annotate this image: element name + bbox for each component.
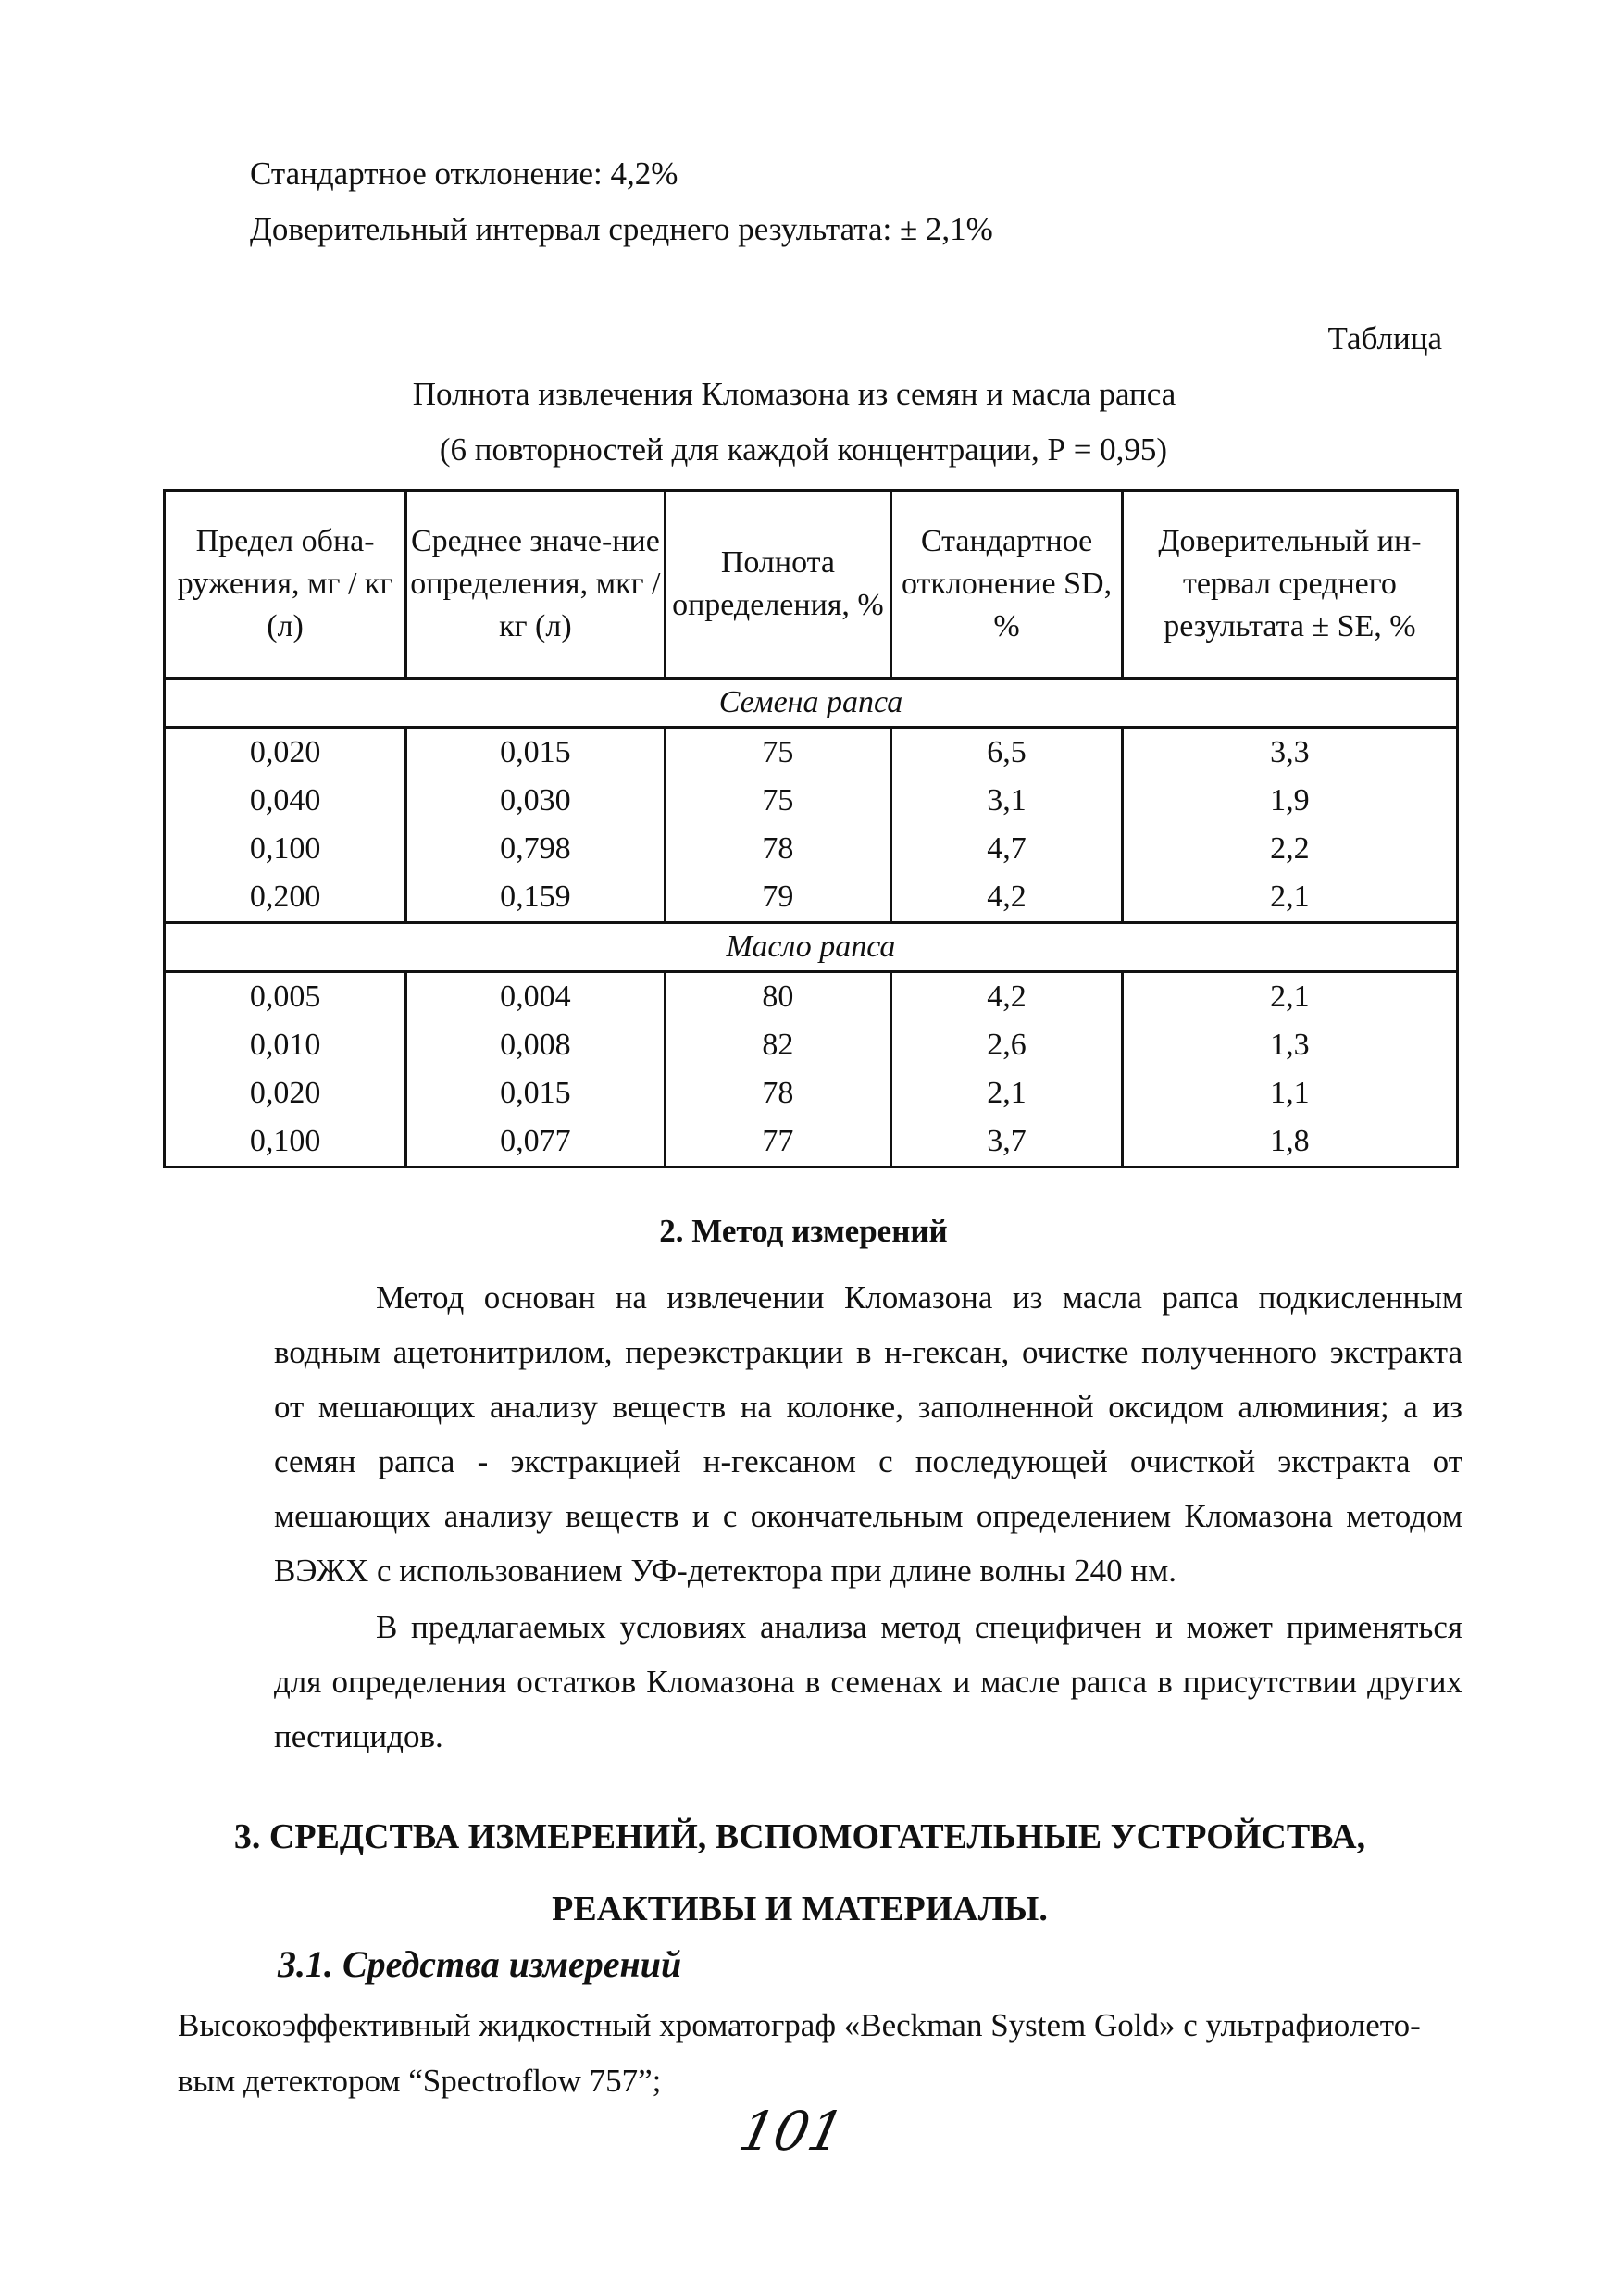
table-row xyxy=(165,825,1458,873)
table-cell: 0,015 xyxy=(406,728,665,778)
table-cell: 4,2 xyxy=(891,972,1123,1022)
paragraph-text: В предлагаемых условиях анализа метод специфичен и может применяться для определения остатков Кломазона в семенах и масле рапса в присутствии других пестицидов. xyxy=(274,1609,1462,1754)
table-cell: 4,2 xyxy=(891,873,1123,923)
section2-paragraph-1 xyxy=(274,1270,1462,1598)
table-cell: 0,100 xyxy=(165,825,406,873)
table-cell: 75 xyxy=(665,777,891,825)
table-cell: 77 xyxy=(665,1117,891,1167)
section2-paragraph-2 xyxy=(274,1600,1462,1764)
table-cell: 2,1 xyxy=(891,1069,1123,1117)
table-cell: 1,1 xyxy=(1122,1069,1457,1117)
table-cell: 1,3 xyxy=(1122,1021,1457,1069)
table-cell: 0,010 xyxy=(165,1021,406,1069)
section-seeds-label: Семена рапса xyxy=(165,679,1458,728)
table-label: Таблица xyxy=(1327,320,1442,356)
table-cell: 0,020 xyxy=(165,728,406,778)
header-recovery: Полнота определения, % xyxy=(665,491,891,679)
table-cell: 1,8 xyxy=(1122,1117,1457,1167)
table-cell: 0,040 xyxy=(165,777,406,825)
header-std-dev: Стандартное отклонение SD, % xyxy=(891,491,1123,679)
table-row xyxy=(165,1021,1458,1069)
conf-interval-line: Доверительный интервал среднего результата: ± 2,1% xyxy=(250,211,993,247)
section2-heading: 2. Метод измерений xyxy=(659,1213,948,1249)
table-cell: 2,6 xyxy=(891,1021,1123,1069)
table-cell: 0,159 xyxy=(406,873,665,923)
table-cell: 2,1 xyxy=(1122,873,1457,923)
table-row xyxy=(165,1069,1458,1117)
table-header-row xyxy=(165,491,1458,679)
results-table xyxy=(163,489,1459,1168)
table-cell: 0,004 xyxy=(406,972,665,1022)
table-row xyxy=(165,777,1458,825)
table-title: Полнота извлечения Кломазона из семян и масла рапса xyxy=(412,376,1176,412)
table-row xyxy=(165,1117,1458,1167)
table-row xyxy=(165,728,1458,778)
table-cell: 79 xyxy=(665,873,891,923)
table-subtitle: (6 повторностей для каждой концентрации, Р = 0,95) xyxy=(439,431,1168,468)
table-cell: 0,005 xyxy=(165,972,406,1022)
section3-text-line1: Высокоэффективный жидкостный хроматограф «Beckman System Gold» с ультрафиолето- xyxy=(178,2007,1421,2043)
table-cell: 78 xyxy=(665,825,891,873)
table-cell: 0,020 xyxy=(165,1069,406,1117)
table-cell: 1,9 xyxy=(1122,777,1457,825)
table-cell: 3,1 xyxy=(891,777,1123,825)
table-cell: 0,200 xyxy=(165,873,406,923)
table-cell: 0,008 xyxy=(406,1021,665,1069)
table-row xyxy=(165,972,1458,1022)
table-cell: 0,015 xyxy=(406,1069,665,1117)
section-row xyxy=(165,679,1458,728)
section-oil-label: Масло рапса xyxy=(165,923,1458,972)
table-cell: 2,2 xyxy=(1122,825,1457,873)
table-cell: 82 xyxy=(665,1021,891,1069)
table-cell: 0,030 xyxy=(406,777,665,825)
table-cell: 2,1 xyxy=(1122,972,1457,1022)
table-cell: 6,5 xyxy=(891,728,1123,778)
header-mean-value: Среднее значе-ние определения, мкг / кг (л) xyxy=(406,491,665,679)
table-cell: 0,077 xyxy=(406,1117,665,1167)
section3-text-line2: вым детектором “Spectroflow 757”; xyxy=(178,2063,662,2099)
section3-heading-line2: РЕАКТИВЫ И МАТЕРИАЛЫ. xyxy=(552,1890,1048,1928)
header-conf-interval: Доверительный ин-тервал среднего результата ± SE, % xyxy=(1122,491,1457,679)
table-cell: 78 xyxy=(665,1069,891,1117)
paragraph-text: Метод основан на извлечении Кломазона из масла рапса подкисленным водным ацетонитрилом, переэкстракции в н-гексан, очистке полученного экстракта от мешающих анализу веществ на колонке, заполненной оксидом алюминия; а из семян рапса - экстракцией н-гексаном с последующей очисткой экстракта от мешающих анализу веществ и с окончательным определением Кломазона методом ВЭЖХ с использованием УФ-детектора при длине волны 240 нм. xyxy=(274,1279,1462,1589)
table-cell: 3,7 xyxy=(891,1117,1123,1167)
table-cell: 75 xyxy=(665,728,891,778)
table-cell: 4,7 xyxy=(891,825,1123,873)
table-row xyxy=(165,873,1458,923)
handwritten-page-number: 101 xyxy=(733,2100,850,2163)
section3-1-heading: 3.1. Средства измерений xyxy=(278,1943,682,1985)
std-dev-line: Стандартное отклонение: 4,2% xyxy=(250,156,678,192)
table-cell: 3,3 xyxy=(1122,728,1457,778)
table-cell: 0,798 xyxy=(406,825,665,873)
section3-heading-line1: 3. СРЕДСТВА ИЗМЕРЕНИЙ, ВСПОМОГАТЕЛЬНЫЕ УСТРОЙСТВА, xyxy=(233,1817,1366,1856)
table-cell: 0,100 xyxy=(165,1117,406,1167)
table-cell: 80 xyxy=(665,972,891,1022)
section-row xyxy=(165,923,1458,972)
header-detection-limit: Предел обна-ружения, мг / кг (л) xyxy=(165,491,406,679)
